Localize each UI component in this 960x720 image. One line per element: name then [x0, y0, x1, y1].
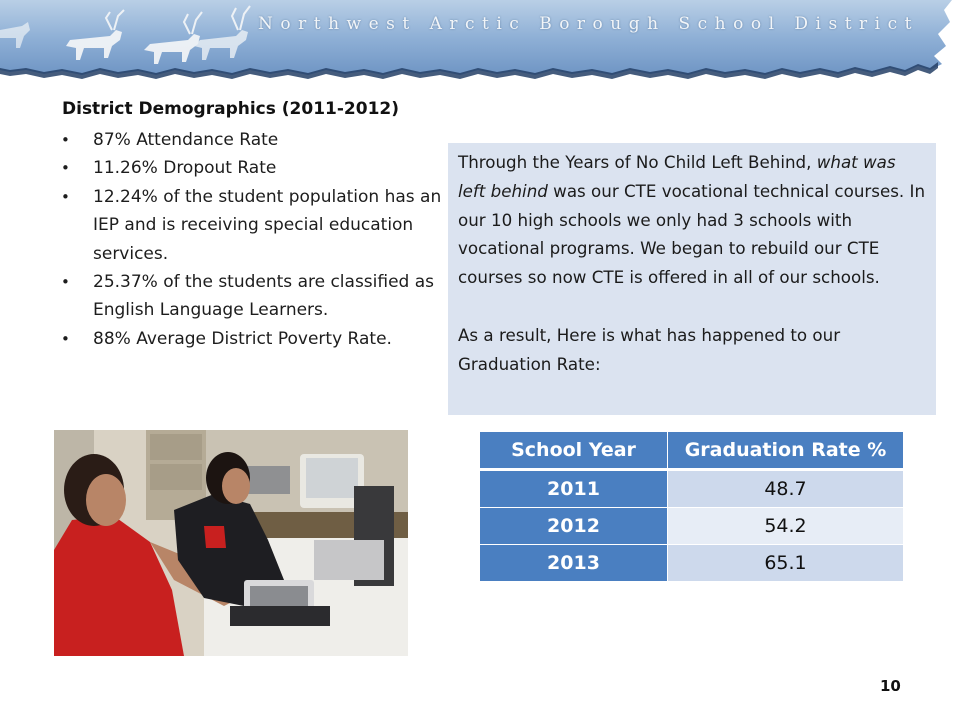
list-item: • 12.24% of the student population has an IEP and is receiving special education services.	[62, 183, 442, 268]
table-row	[480, 508, 903, 545]
demographics-list	[62, 126, 442, 353]
demographics-heading: District Demographics (2011-2012)	[62, 99, 400, 119]
column-header-graduation-rate: Graduation Rate %	[668, 432, 904, 470]
school-year-cell: 2011	[480, 470, 668, 508]
page-number: 10	[880, 677, 901, 695]
school-year-cell: 2013	[480, 545, 668, 582]
demographics-section	[62, 96, 442, 353]
list-item: • 11.26% Dropout Rate	[62, 154, 442, 182]
bullet-icon: •	[61, 159, 70, 178]
list-item: • 88% Average District Poverty Rate.	[62, 325, 442, 353]
bullet-icon: •	[61, 273, 70, 292]
bullet-icon: •	[61, 329, 70, 348]
list-item: • 87% Attendance Rate	[62, 126, 442, 154]
school-year-cell: 2012	[480, 508, 668, 545]
graduation-rate-cell: 48.7	[668, 470, 904, 508]
bullet-icon: •	[61, 187, 70, 206]
graduation-intro-paragraph: As a result, Here is what has happened to our Graduation Rate:	[458, 324, 841, 374]
banner	[0, 0, 960, 90]
cte-note-paragraph: Through the Years of No Child Left Behind, what was left behind was our CTE vocational technical courses. In our 10 high schools we only had 3 schools with vocational programs. We began to rebuild our CTE courses so now CTE is offered in all of our schools.	[458, 152, 926, 288]
table-row	[480, 545, 903, 582]
table-header-row	[480, 432, 903, 470]
banner-title: Northwest Arctic Borough School District	[258, 14, 919, 34]
bullet-icon: •	[61, 131, 70, 149]
students-at-computer-image	[54, 430, 408, 656]
classroom-photo	[54, 430, 408, 656]
list-item: • 25.37% of the students are classified as English Language Learners.	[62, 268, 442, 325]
table-row	[480, 470, 903, 508]
column-header-school-year: School Year	[480, 432, 668, 470]
graduation-rate-cell: 54.2	[668, 508, 904, 545]
graduation-rate-cell: 65.1	[668, 545, 904, 582]
graduation-rate-table	[480, 432, 903, 581]
cte-note-box	[448, 143, 936, 415]
